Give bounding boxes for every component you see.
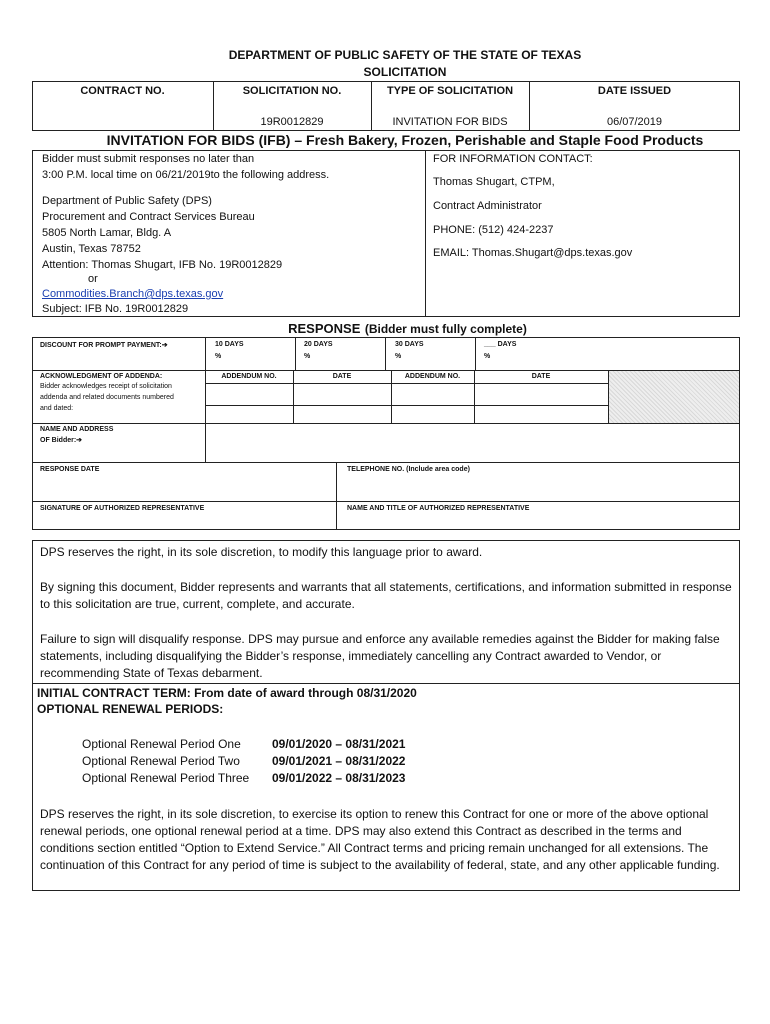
address-line: Attention: Thomas Shugart, IFB No. 19R0012829 [42, 259, 283, 271]
deadline-line2: 3:00 P.M. local time on 06/21/2019to the following address. [42, 169, 330, 181]
contact-phone: PHONE: (512) 424-2237 [433, 224, 554, 236]
ack-title: ACKNOWLEDGMENT OF ADDENDA: [40, 373, 163, 380]
address-line: Procurement and Contract Services Bureau [42, 211, 255, 223]
discount-20-days: 20 DAYS [304, 341, 333, 348]
solicitation-no-header: SOLICITATION NO. [242, 85, 342, 97]
solicitation-no-value: 19R0012829 [260, 116, 324, 128]
optional-renewal-heading: OPTIONAL RENEWAL PERIODS: [37, 702, 224, 716]
renewal-period-label: Optional Renewal Period One [82, 737, 241, 751]
contact-email: EMAIL: Thomas.Shugart@dps.texas.gov [433, 247, 633, 259]
department-heading: DEPARTMENT OF PUBLIC SAFETY OF THE STATE OF TEXAS [228, 48, 582, 62]
deadline-line1: Bidder must submit responses no later than [42, 153, 255, 165]
address-line: 5805 North Lamar, Bldg. A [42, 227, 172, 239]
contact-label: FOR INFORMATION CONTACT: [433, 153, 593, 165]
bidder-label: OF Bidder:➔ [40, 437, 83, 444]
date-issued-value: 06/07/2019 [606, 116, 663, 128]
response-date-label: RESPONSE DATE [40, 466, 100, 473]
address-line: Austin, Texas 78752 [42, 243, 141, 255]
shaded-cell [609, 371, 739, 423]
ack-text: Bidder acknowledges receipt of solicitation [40, 383, 172, 390]
renewal-period-label: Optional Renewal Period Three [82, 771, 250, 785]
signature-label: SIGNATURE OF AUTHORIZED REPRESENTATIVE [40, 505, 205, 512]
discount-label: DISCOUNT FOR PROMPT PAYMENT:➔ [40, 342, 168, 349]
name-address-label: NAME AND ADDRESS [40, 426, 114, 433]
contact-title: Contract Administrator [433, 200, 542, 212]
modify-language-paragraph: DPS reserves the right, in its sole discretion, to modify this language prior to award. [40, 545, 483, 559]
ack-text: addenda and related documents numbered [40, 394, 174, 401]
discount-10-pct[interactable]: % [215, 353, 222, 360]
response-heading [0, 320, 770, 338]
contact-name: Thomas Shugart, CTPM, [433, 176, 555, 188]
addendum-date-header: DATE [332, 373, 352, 380]
discount-30-pct[interactable]: % [395, 353, 402, 360]
representation-paragraph: By signing this document, Bidder represents and warrants that all statements, certifications, and information submitted in response to this solicitation are true, current, complete, and accurate. [40, 580, 732, 611]
disqualify-paragraph: Failure to sign will disqualify response. DPS may pursue and enforce any available remedies against the Bidder for making false statements, including disqualifying the Bidder’s response, immediately cancelling any Contract awarded to Vendor, or recommending State of Texas debarment. [40, 632, 720, 680]
response-subtitle: (Bidder must fully complete) [364, 322, 527, 336]
discount-custom-days[interactable]: ___ DAYS [484, 341, 517, 348]
solicitation-type-header: TYPE OF SOLICITATION [386, 85, 514, 97]
telephone-label: TELEPHONE NO. (Include area code) [347, 466, 470, 473]
addendum-no-header: ADDENDUM NO. [404, 373, 461, 380]
renewal-period-dates: 09/01/2021 – 08/31/2022 [272, 754, 406, 768]
addendum-no-header: ADDENDUM NO. [221, 373, 277, 380]
commodities-email-link[interactable]: Commodities.Branch@dps.texas.gov [42, 288, 224, 300]
solicitation-type-value: INVITATION FOR BIDS [392, 116, 508, 128]
initial-term: INITIAL CONTRACT TERM: From date of award through 08/31/2020 [37, 686, 417, 700]
address-line: Department of Public Safety (DPS) [42, 195, 212, 207]
renewal-period-dates: 09/01/2022 – 08/31/2023 [272, 771, 406, 785]
contract-no-header: CONTRACT NO. [80, 85, 165, 97]
renewal-closing-paragraph: DPS reserves the right, in its sole discretion, to exercise its option to renew this Contract for one or more of the above optional renewal periods, one optional renewal period at a time. DPS may also extend this Contract as described in the terms and conditions section entitled “Option to Extend Service.” All Contract terms and pricing remain unchanged for all extensions. The continuation of this Contract for any period of time is subject to the availability of federal, state, and any other applicable funding. [40, 807, 720, 872]
discount-custom-pct[interactable]: % [484, 353, 491, 360]
date-issued-header: DATE ISSUED [597, 85, 672, 97]
discount-20-pct[interactable]: % [304, 353, 311, 360]
subject-line: Subject: IFB No. 19R0012829 [42, 303, 189, 315]
discount-10-days: 10 DAYS [215, 341, 244, 348]
addendum-date-header: DATE [531, 373, 551, 380]
renewal-period-dates: 09/01/2020 – 08/31/2021 [272, 737, 406, 751]
ack-text: and dated: [40, 405, 74, 412]
name-title-label: NAME AND TITLE OF AUTHORIZED REPRESENTATIVE [347, 505, 530, 512]
ifb-title: INVITATION FOR BIDS (IFB) – Fresh Bakery, Frozen, Perishable and Staple Food Products [106, 132, 704, 148]
renewal-period-label: Optional Renewal Period Two [82, 754, 240, 768]
discount-30-days: 30 DAYS [395, 341, 424, 348]
or-text: or [88, 273, 98, 285]
solicitation-heading: SOLICITATION [363, 65, 447, 79]
response-title: RESPONSE [288, 321, 361, 336]
